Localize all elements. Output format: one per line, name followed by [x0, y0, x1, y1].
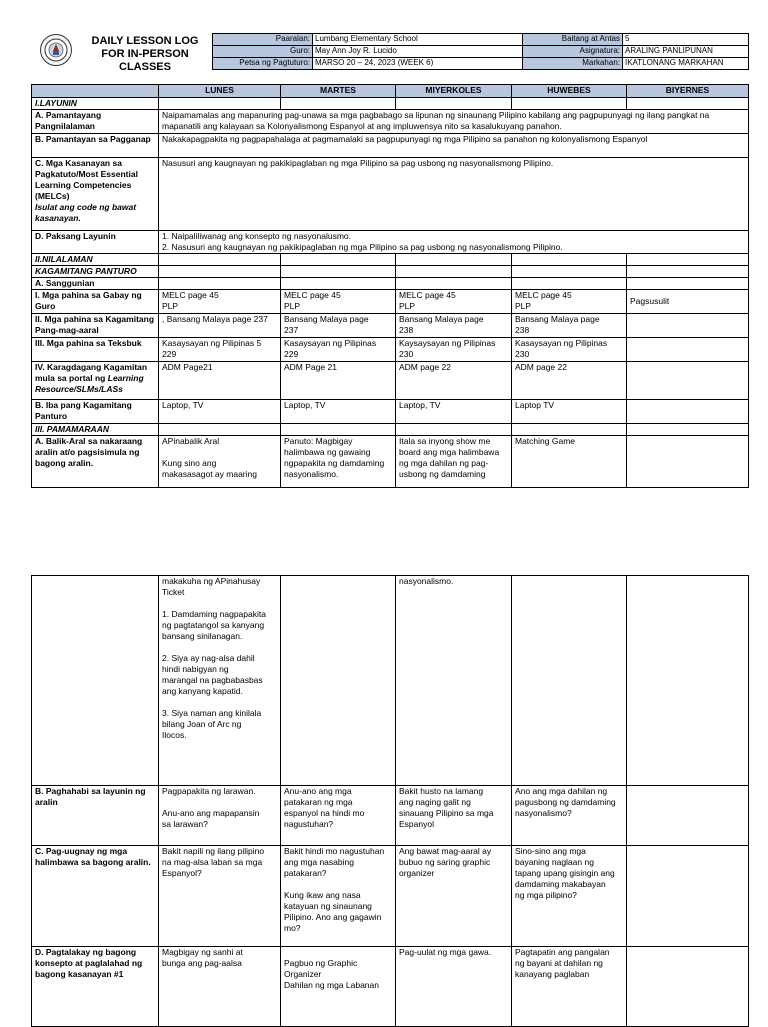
label-melc-cell — [32, 158, 159, 231]
iba-biyernes — [627, 400, 749, 424]
karagdagang-lunes: ADM Page21 — [159, 362, 281, 400]
label-karagdagang-cell — [32, 362, 159, 400]
label-iba-pang-kagamitan: B. Iba pang Kagamitang Panturo — [32, 400, 159, 424]
paksang-objective-1: 1. Naipaliliwanag ang konsepto ng nasyonalusmo. — [162, 231, 352, 241]
teksbuk-lunes: Kasaysayan ng Pilipinas 5 229 — [159, 338, 281, 362]
label-pamantayang-pangnilalaman: A. Pamantayang Pangnilalaman — [32, 110, 159, 134]
teksbuk-biyernes — [627, 338, 749, 362]
paghahabi-huwebes: Ano ang mga dahilan ng pagusbong ng damdaming nasyonalismo? — [512, 786, 627, 846]
pagtalakay-miyerkoles: Pag-uulat ng mga gawa. — [396, 947, 512, 1027]
pag-uugnay-huwebes: Sino-sino ang mga bayaning naglaan ng tapang upang gisingin ang damdaming makabayan ng mga pilipino? — [512, 846, 627, 947]
row-teksbuk — [32, 338, 749, 362]
teksbuk-huwebes: Kasaysayan ng Pilipinas 230 — [512, 338, 627, 362]
section-pamamaraan: III. PAMAMARAAN — [32, 424, 159, 436]
paghahabi-lunes: Pagpapakita ng larawan. Anu-ano ang mapapansin sa larawan? — [159, 786, 281, 846]
day-header-miyerkoles: MIYERKOLES — [396, 85, 512, 98]
balik-martes: Panuto: Magbigay halimbawa ng gawaing ngpapakita ng damdaming nasyonalismo. — [281, 436, 396, 488]
row-gabay-guro — [32, 290, 749, 314]
pagtalakay-biyernes — [627, 947, 749, 1027]
pag-uugnay-martes: Bakit hindi mo nagustuhan ang mga nasabing patakaran? Kung ikaw ang nasa katayuan ng sinaunang Pilipino. Ano ang gagawin mo? — [281, 846, 396, 947]
day-header-huwebes: HUWEBES — [512, 85, 627, 98]
paksang-objective-2: 2. Nasusuri ang kaugnayan ng pakikipaglaban ng mga Pilipino sa pag usbong ng nasyonalismong Pilipino. — [162, 242, 563, 252]
teksbuk-martes: Kasaysayan ng Pilipinas 229 — [281, 338, 396, 362]
row-pag-uugnay — [32, 846, 749, 947]
label-gabay-guro: I. Mga pahina sa Gabay ng Guro — [32, 290, 159, 314]
teksbuk-miyerkoles: Kaysaysayan ng Pilipinas 230 — [396, 338, 512, 362]
paghahabi-biyernes — [627, 786, 749, 846]
value-asignatura: ARALING PANLIPUNAN — [623, 46, 749, 58]
balik-biyernes — [627, 436, 749, 488]
paghahabi-martes: Anu-ano ang mga patakaran ng mga espanyol na hindi mo nagustuhan? — [281, 786, 396, 846]
label-guro: Guro: — [213, 46, 313, 58]
balik-lunes: APinabalik Aral Kung sino ang makasasagot ay maaring — [159, 436, 281, 488]
karagdagang-miyerkoles: ADM page 22 — [396, 362, 512, 400]
balik-cont-lunes: makakuha ng APinahusay Ticket 1. Damdaming nagpapakita ng pagtatangol sa kanyang bansang sinilanagan. 2. Siya ay nag-alsa dahil hindi nabigyan ng marangal na pagbabasbas ang kanyang kapatid. 3. Siya naman ang kinilala bilang Joan of Arc ng Ilocos. — [159, 576, 281, 786]
label-petsa: Petsa ng Pagtuturo: — [213, 58, 313, 70]
label-asignatura: Asignatura: — [523, 46, 623, 58]
lesson-log-table-page1 — [31, 84, 749, 488]
gabay-lunes: MELC page 45 PLP — [159, 290, 281, 314]
row-sanggunian — [32, 278, 749, 290]
text-pamantayang-pangnilalaman: Naipamamalas ang mapanuring pag-unawa sa mga pagbabago sa lipunan ng sinaunang Pilipino kabilang ang pagpupunyagi ng ilang pangkat na mapanatili ang kalayaan sa Kolonyalismong Espanyol at ang impluwensya nito sa kasalukuyang panahon. — [159, 110, 749, 134]
balik-continued-label-cell — [32, 576, 159, 786]
gabay-biyernes: Pagsusulit — [627, 290, 749, 314]
balik-cont-miyerkoles: nasyonalismo. — [396, 576, 512, 786]
day-header-martes: MARTES — [281, 85, 396, 98]
label-kagamitang-pang-mag-aaral: II. Mga pahina sa Kagamitang Pang-mag-aaral — [32, 314, 159, 338]
pagtalakay-martes: Pagbuo ng Graphic Organizer Dahilan ng mga Labanan — [281, 947, 396, 1027]
balik-cont-biyernes — [627, 576, 749, 786]
row-balik-aral — [32, 436, 749, 488]
label-markahan: Markahan: — [523, 58, 623, 70]
row-paghahabi — [32, 786, 749, 846]
label-teksbuk: III. Mga pahina sa Teksbuk — [32, 338, 159, 362]
value-guro: May Ann Joy R. Lucido — [313, 46, 523, 58]
day-header-row — [32, 85, 749, 98]
value-markahan: IKATLONANG MARKAHAN — [623, 58, 749, 70]
label-karagdagang-italic: Learning Resource/SLMs/LASs — [35, 373, 144, 394]
pangmag-huwebes: Bansang Malaya page 238 — [512, 314, 627, 338]
value-baitang: 5 — [623, 34, 749, 46]
label-pamantayan-pagganap: B. Pamantayan sa Pagganap — [32, 134, 159, 158]
header-row-paaralan — [213, 34, 749, 46]
gabay-huwebes: MELC page 45 PLP — [512, 290, 627, 314]
row-melc — [32, 158, 749, 231]
pag-uugnay-miyerkoles: Ang bawat mag-aaral ay bubuo ng saring graphic organizer — [396, 846, 512, 947]
header-row-guro — [213, 46, 749, 58]
balik-cont-huwebes — [512, 576, 627, 786]
label-pag-uugnay: C. Pag-uugnay ng mga halimbawa sa bagong aralin. — [32, 846, 159, 947]
document-title: DAILY LESSON LOG FOR IN-PERSON CLASSES — [91, 35, 199, 73]
balik-miyerkoles: Itala sa inyong show me board ang mga halimbawa ng mga dahilan ng pag- usbong ng damdaming — [396, 436, 512, 488]
iba-miyerkoles: Laptop, TV — [396, 400, 512, 424]
deped-seal-logo — [40, 34, 72, 66]
pagtalakay-lunes: Magbigay ng sanhi at bunga ang pag-aalsa — [159, 947, 281, 1027]
row-iba-pang-kagamitan — [32, 400, 749, 424]
day-header-lunes: LUNES — [159, 85, 281, 98]
gabay-martes: MELC page 45 PLP — [281, 290, 396, 314]
label-melc: C. Mga Kasanayan sa Pagkatuto/Most Essential Learning Competencies (MELCs) — [35, 158, 138, 201]
pangmag-martes: Bansang Malaya page 237 — [281, 314, 396, 338]
iba-martes: Laptop, TV — [281, 400, 396, 424]
label-sanggunian: A. Sanggunian — [32, 278, 159, 290]
text-melc: Nasusuri ang kaugnayan ng pakikipaglaban ng mga Pilipino sa pag usbong ng nasyonalismong Pilipino. — [159, 158, 749, 231]
section-nilalaman: II.NILALAMAN — [32, 254, 159, 266]
section-pamamaraan-row — [32, 424, 749, 436]
karagdagang-martes: ADM Page 21 — [281, 362, 396, 400]
row-pagtalakay — [32, 947, 749, 1027]
label-balik-aral: A. Balik-Aral sa nakaraang aralin at/o pagsisimula ng bagong aralin. — [32, 436, 159, 488]
empty-corner-cell — [32, 85, 159, 98]
karagdagang-huwebes: ADM page 22 — [512, 362, 627, 400]
label-baitang: Baitang at Antas — [523, 34, 623, 46]
pangmag-miyerkoles: Bansang Malaya page 238 — [396, 314, 512, 338]
pangmag-biyernes — [627, 314, 749, 338]
text-pamantayan-pagganap: Nakakapagpakita ng pagpapahalaga at pagmamalaki sa pagpupunyagi ng mga Pilipino sa panahon ng kolonyalismong Espanyol — [159, 134, 749, 158]
section-layunin-row — [32, 98, 749, 110]
label-paaralan: Paaralan: — [213, 34, 313, 46]
gabay-miyerkoles: MELC page 45 PLP — [396, 290, 512, 314]
pangmag-lunes: , Bansang Malaya page 237 — [159, 314, 281, 338]
header-row-petsa — [213, 58, 749, 70]
pag-uugnay-biyernes — [627, 846, 749, 947]
section-nilalaman-row — [32, 254, 749, 266]
section-layunin: I.LAYUNIN — [32, 98, 159, 110]
row-balik-aral-continued — [32, 576, 749, 786]
iba-huwebes: Laptop TV — [512, 400, 627, 424]
melc-note: Isulat ang code ng bawat kasanayan. — [35, 202, 137, 223]
section-kagamitang-panturo: KAGAMITANG PANTURO — [32, 266, 159, 278]
lesson-log-table-page2 — [31, 575, 749, 1027]
header-info-table — [212, 33, 749, 70]
label-karagdagang: IV. Karagdagang Kagamitan mula sa portal ng — [35, 362, 148, 383]
row-kagamitang-pang-mag-aaral — [32, 314, 749, 338]
value-petsa: MARSO 20 – 24, 2023 (WEEK 6) — [313, 58, 523, 70]
section-kagamitang-row — [32, 266, 749, 278]
day-header-biyernes: BIYERNES — [627, 85, 749, 98]
text-paksang-layunin-cell — [159, 231, 749, 254]
iba-lunes: Laptop, TV — [159, 400, 281, 424]
row-pamantayan-pagganap — [32, 134, 749, 158]
balik-cont-martes — [281, 576, 396, 786]
label-paksang-layunin: D. Paksang Layunin — [32, 231, 159, 254]
row-karagdagang-kagamitan — [32, 362, 749, 400]
paghahabi-miyerkoles: Bakit husto na lamang ang naging galit ng sinauang Pilipino sa mga Espanyol — [396, 786, 512, 846]
row-pamantayang-pangnilalaman — [32, 110, 749, 134]
pagtalakay-huwebes: Pagtapatin ang pangalan ng bayani at dahilan ng kanayang paglaban — [512, 947, 627, 1027]
label-pagtalakay: D. Pagtalakay ng bagong konsepto at paglalahad ng bagong kasanayan #1 — [32, 947, 159, 1027]
balik-huwebes: Matching Game — [512, 436, 627, 488]
row-paksang-layunin — [32, 231, 749, 254]
label-paghahabi: B. Paghahabi sa layunin ng aralin — [32, 786, 159, 846]
karagdagang-biyernes — [627, 362, 749, 400]
value-paaralan: Lumbang Elementary School — [313, 34, 523, 46]
pag-uugnay-lunes: Bakit napili ng ilang pilipino na mag-alsa laban sa mga Espanyol? — [159, 846, 281, 947]
